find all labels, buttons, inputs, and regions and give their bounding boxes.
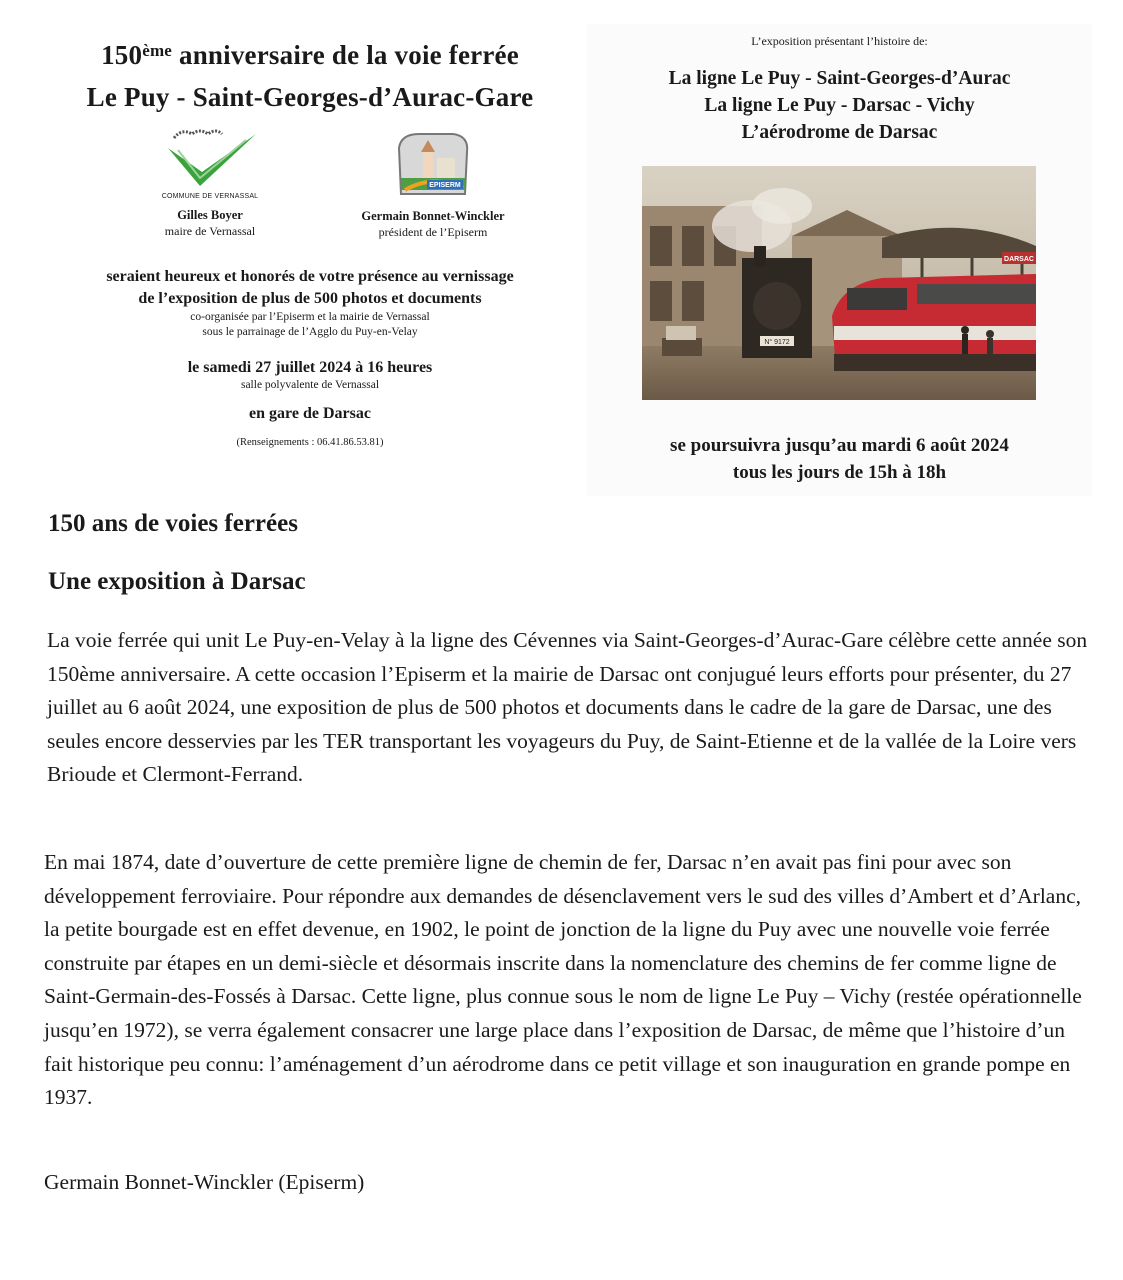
exhibition-intro: L’exposition présentant l’histoire de: <box>751 34 928 48</box>
episerm-logo-text: EPISERM <box>429 182 461 189</box>
until-line-1: se poursuivra jusqu’au mardi 6 août 2024 <box>670 435 1009 456</box>
honored-text <box>30 266 590 310</box>
station-photo <box>642 166 1036 400</box>
title-superscript: ème <box>142 41 173 60</box>
topic-line-1: La ligne Le Puy - Saint-Georges-d’Aurac <box>668 68 1011 89</box>
title-number: 150 <box>101 40 143 70</box>
title-text: anniversaire de la voie ferrée <box>172 40 519 70</box>
episerm-block <box>348 128 518 240</box>
vernassal-block <box>140 128 280 239</box>
honored-line-2: de l’exposition de plus de 500 photos et documents <box>138 290 482 307</box>
article-paragraph-2: En mai 1874, date d’ouverture de cette première ligne de chemin de fer, Darsac n’en avait pas fini pour avec son développement ferroviaire. Pour répondre aux demandes de désenclavement vers le sud des villes d’Ambert et d’Arlanc, la petite bourgade est en effet devenue, en 1902, le point de jonction de la ligne du Puy avec une nouvelle voie ferrée construite par étapes en un demi-siècle et désormais inscrite dans la nomenclature des chemins de fer comme ligne de Saint-Germain-des-Fossés à Darsac. Cette ligne, plus connue sous le nom de ligne Le Puy – Vichy (restée opérationnelle jusqu’en 1972), se verra également consacrer une large place dans l’exposition de Darsac, de même que l’histoire d’un fait historique peu connu: l’aménagement d’un aérodrome dans ce petit village et son inauguration en grande pompe en 1937. <box>44 850 1082 1110</box>
locomotive-number: N° 9172 <box>764 339 790 346</box>
invitation-card <box>30 24 590 464</box>
coorg-line-1: co-organisée par l’Episerm et la mairie de Vernassal <box>190 311 430 323</box>
article-subtitle: Une exposition à Darsac <box>48 568 306 595</box>
person2-role: président de l’Episerm <box>378 225 488 239</box>
contact-info: (Renseignements : 06.41.86.53.81) <box>236 437 384 448</box>
person1-name: Gilles Boyer <box>177 208 243 222</box>
exhibition-card <box>587 24 1092 496</box>
topic-line-3: L’aérodrome de Darsac <box>741 122 938 143</box>
person1-role: maire de Vernassal <box>164 224 256 238</box>
vernissage-venue: salle polyvalente de Vernassal <box>240 379 380 391</box>
station-sign: DARSAC <box>1004 256 1034 263</box>
until-line-2: tous les jours de 15h à 18h <box>732 462 947 483</box>
coorg-line-2: sous le parrainage de l’Agglo du Puy-en-Velay <box>202 326 418 338</box>
vernassal-caption: COMMUNE DE VERNASSAL <box>161 193 259 200</box>
person2-name: Germain Bonnet-Winckler <box>361 209 505 223</box>
coorganisation <box>30 310 590 340</box>
article-paragraph-1: La voie ferrée qui unit Le Puy-en-Velay à la ligne des Cévennes via Saint-Georges-d’Aurac-Gare célèbre cette année son 150ème anniversaire. A cette occasion l’Episerm et la mairie de Darsac ont conjugué leurs efforts pour présenter, du 27 juillet au 6 août 2024, une exposition de plus de 500 photos et documents dans le cadre de la gare de Darsac, une des seules encore desservies par les TER transportant les voyageurs du Puy, de Saint-Etienne et de la vallée de la Loire vers Brioude et Clermont-Ferrand. <box>47 628 1088 787</box>
exhibition-dates <box>587 432 1092 486</box>
invitation-title <box>30 30 590 118</box>
article-signature: Germain Bonnet-Winckler (Episerm) <box>44 1170 365 1194</box>
honored-line-1: seraient heureux et honorés de votre présence au vernissage <box>106 268 514 285</box>
episerm-logo-icon <box>393 128 473 202</box>
logos-row <box>30 128 590 248</box>
title-line-2: Le Puy - Saint-Georges-d’Aurac-Gare <box>86 82 534 112</box>
topic-line-2: La ligne Le Puy - Darsac - Vichy <box>704 95 975 116</box>
article-title: 150 ans de voies ferrées <box>48 510 298 537</box>
exhibition-topics <box>587 65 1092 146</box>
vernissage-date: le samedi 27 juillet 2024 à 16 heures <box>187 359 433 376</box>
exhibition-location: en gare de Darsac <box>249 405 371 422</box>
vernassal-logo-icon <box>160 128 260 190</box>
